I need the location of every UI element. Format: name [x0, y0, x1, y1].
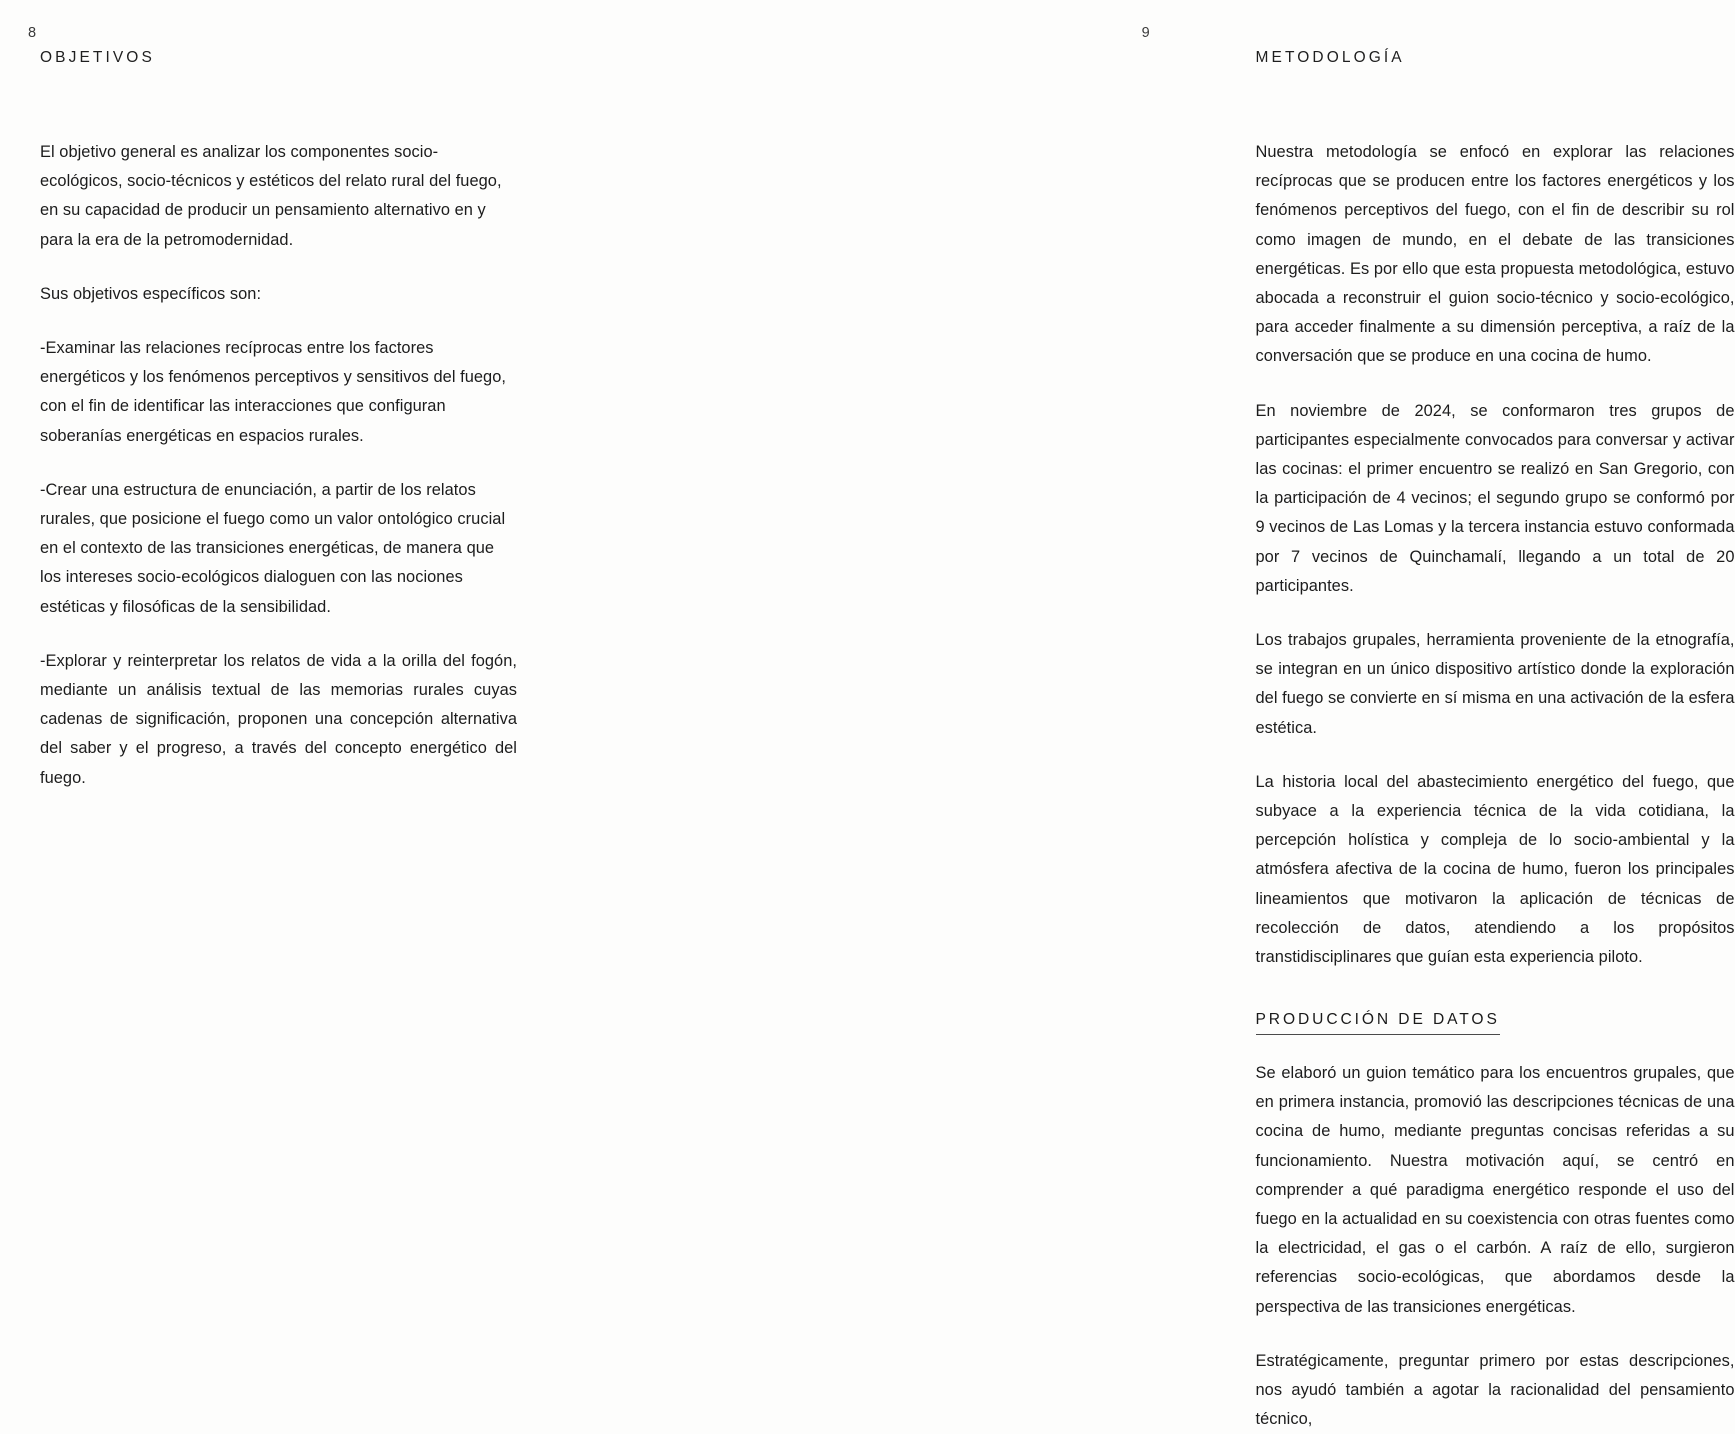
section-title-objetivos: OBJETIVOS	[40, 49, 155, 66]
right-page-body	[1256, 138, 1735, 1434]
paragraph: -Examinar las relaciones recíprocas entre los factores energéticos y los fenómenos perceptivos y sensitivos del fuego, con el fin de identificar las interacciones que configuran soberanías energéticas en espacios rurales.	[40, 339, 506, 445]
right-page	[591, 0, 1735, 1429]
paragraph: La historia local del abastecimiento energético del fuego, que subyace a la experiencia técnica de la vida cotidiana, la percepción holística y compleja de lo socio-ambiental y la atmósfera afectiva de la cocina de humo, fueron los principales lineamientos que motivaron la aplicación de técnicas de recolección de datos, atendiendo a los propósitos transtidisciplinares que guían esta experiencia piloto.	[1255, 772, 1735, 967]
paragraph: Los trabajos grupales, herramienta proveniente de la etnografía, se integran en un único dispositivo artístico donde la exploración del fuego se convierte en sí misma en una activación de la esfera estética.	[1255, 631, 1735, 737]
paragraph: Estratégicamente, preguntar primero por estas descripciones, nos ayudó también a agotar la racionalidad del pensamiento técnico,	[1255, 1351, 1735, 1429]
paragraph: El objetivo general es analizar los componentes socio-ecológicos, socio-técnicos y estéticos del relato rural del fuego, en su capacidad de producir un pensamiento alternativo en y para la era de la petromodernidad.	[40, 143, 502, 249]
subsection-heading-wrap	[1256, 997, 1735, 1059]
page-number-right: 9	[1141, 25, 1150, 41]
page-number-left: 8	[28, 25, 37, 41]
left-page-body	[40, 138, 517, 793]
paragraph: -Crear una estructura de enunciación, a partir de los relatos rurales, que posicione el fuego como un valor ontológico crucial en el contexto de las transiciones energéticas, de manera que los intereses socio-ecológicos dialoguen con las nociones estéticas y filosóficas de la sensibilidad.	[40, 480, 506, 616]
paragraph: Nuestra metodología se enfocó en explorar las relaciones recíprocas que se producen entre los factores energéticos y los fenómenos perceptivos del fuego, con el fin de describir su rol como imagen de mundo, en el debate de las transiciones energéticas. Es por ello que esta propuesta metodológica, estuvo abocada a reconstruir el guion socio-técnico y socio-ecológico, para acceder finalmente a su dimensión perceptiva, a raíz de la conversación que se produce en una cocina de humo.	[1255, 143, 1735, 366]
paragraph: Se elaboró un guion temático para los encuentros grupales, que en primera instancia, promovió las descripciones técnicas de una cocina de humo, mediante preguntas concisas referidas a su funcionamiento. Nuestra motivación aquí, se centró en comprender a qué paradigma energético responde el uso del fuego en la actualidad en su coexistencia con otras fuentes como la electricidad, el gas o el carbón. A raíz de ello, surgieron referencias socio-ecológicas, que abordamos desde la perspectiva de las transiciones energéticas.	[1255, 1063, 1735, 1316]
subsection-title-produccion-de-datos: PRODUCCIÓN DE DATOS	[1256, 1011, 1500, 1035]
section-title-metodologia: METODOLOGÍA	[1255, 49, 1405, 66]
paragraph: -Explorar y reinterpretar los relatos de vida a la orilla del fogón, mediante un análisis textual de las memorias rurales cuyas cadenas de significación, proponen una concepción alternativa del saber y el progreso, a través del concepto energético del fuego.	[40, 651, 517, 787]
left-page	[0, 0, 591, 1181]
paragraph: Sus objetivos específicos son:	[40, 284, 262, 303]
paragraph: En noviembre de 2024, se conformaron tres grupos de participantes especialmente convocados para conversar y activar las cocinas: el primer encuentro se realizó en San Gregorio, con la participación de 4 vecinos; el segundo grupo se conformó por 9 vecinos de Las Lomas y la tercera instancia estuvo conformada por 7 vecinos de Quinchamalí, llegando a un total de 20 participantes.	[1255, 401, 1735, 595]
